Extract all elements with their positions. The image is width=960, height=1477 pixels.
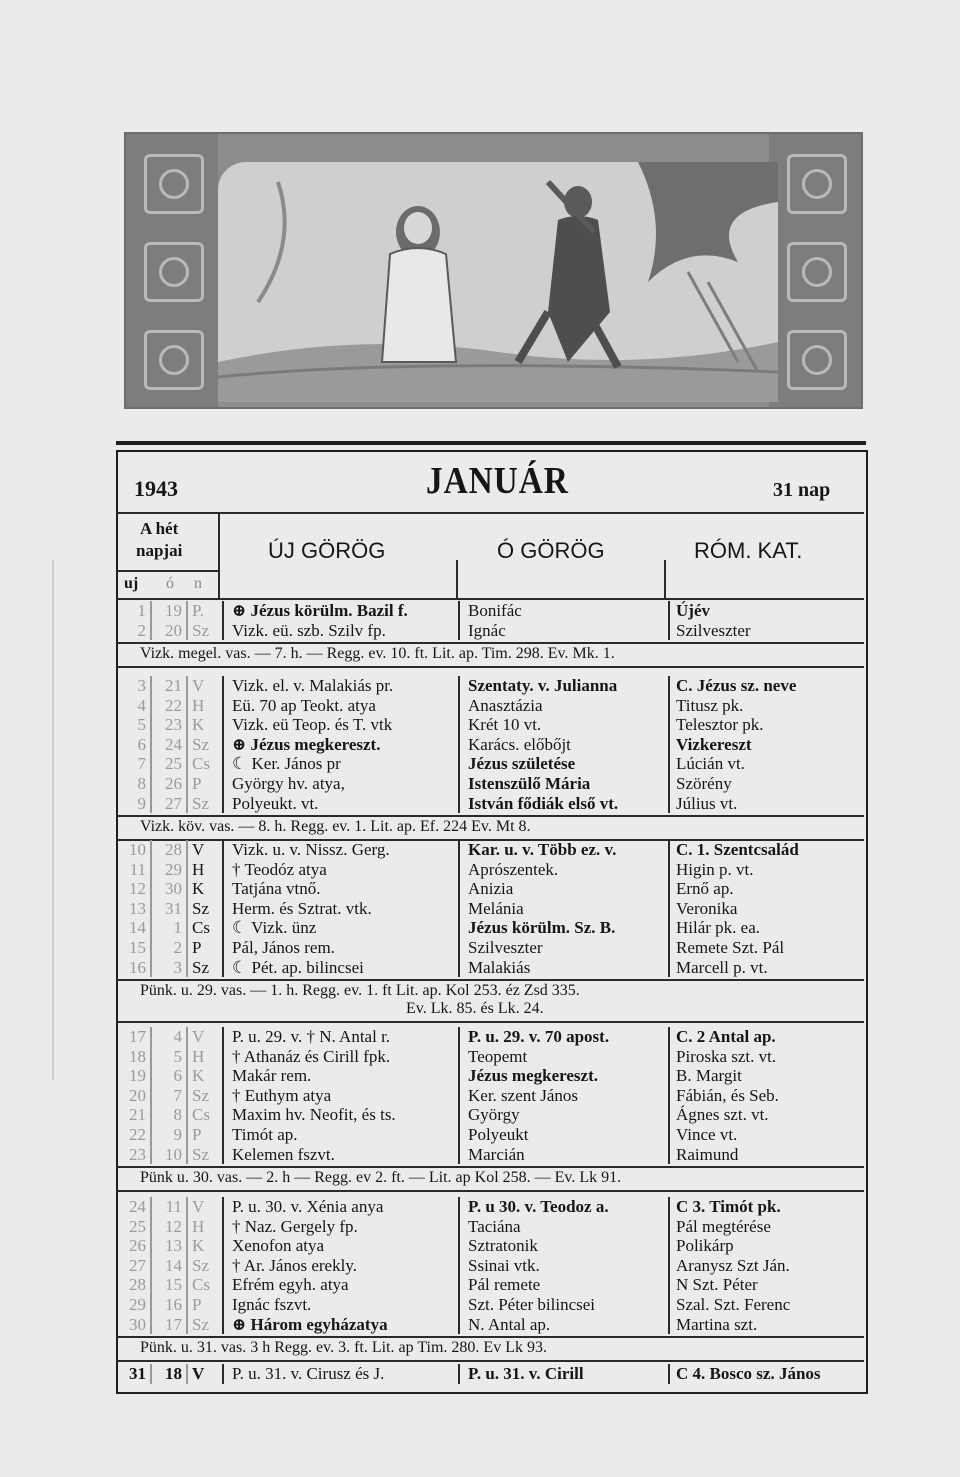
col-rule-day (186, 1027, 188, 1164)
month-title: JANUÁR (426, 460, 569, 502)
day-number-new: 6 (137, 734, 146, 754)
header-col-divider-2 (456, 560, 458, 600)
o-gorog-entry: Ssinai vtk. (468, 1255, 540, 1275)
day-number-old: 13 (165, 1236, 182, 1256)
o-gorog-entry: Szentaty. v. Julianna (468, 676, 618, 695)
header-divider (116, 512, 864, 514)
o-gorog-entry: Ker. szent János (468, 1085, 579, 1105)
rom-kat-entry: Lúcián vt. (676, 754, 745, 774)
weekday-letter: Sz (192, 957, 209, 977)
col-rule-og (458, 1027, 460, 1164)
weekday-letter: V (192, 676, 205, 695)
week-rule (116, 1166, 864, 1168)
day-number-old: 16 (165, 1295, 182, 1314)
weekday-letter: Sz (192, 1085, 209, 1105)
rom-kat-entry: Titusz pk. (676, 695, 744, 715)
header-illustration (124, 132, 863, 409)
week-rule (116, 1190, 864, 1192)
weekday-letter: P (192, 938, 202, 957)
col-rule-ug (222, 1197, 224, 1334)
col-rule-o (150, 676, 152, 813)
weekday-letter: Sz (192, 1255, 209, 1275)
day-number-new: 8 (137, 774, 146, 793)
o-gorog-entry: Szilveszter (468, 938, 543, 957)
day-number-old: 1 (173, 918, 182, 938)
day-number-old: 28 (165, 840, 182, 859)
weekday-letter: V (192, 1197, 205, 1216)
o-gorog-entry: Marcián (468, 1144, 525, 1164)
day-number-old: 6 (173, 1066, 182, 1086)
baptism-scene-drawing (218, 162, 778, 402)
day-number-new: 24 (129, 1197, 146, 1216)
rom-kat-entry: N Szt. Péter (676, 1275, 758, 1295)
day-number-old: 3 (173, 957, 182, 977)
uj-gorog-entry: ☾ Vizk. ünz (232, 918, 317, 938)
o-gorog-entry: Istenszülő Mária (468, 774, 591, 793)
o-gorog-entry: Pál remete (468, 1275, 541, 1295)
uj-gorog-entry: P. u. 31. v. Cirusz és J. (232, 1364, 385, 1383)
column-uj-gorog: ÚJ GÖRÖG (268, 538, 386, 563)
rom-kat-entry: Szilveszter (676, 620, 751, 640)
uj-gorog-entry: Xenofon atya (232, 1236, 325, 1256)
day-number-old: 14 (165, 1255, 182, 1275)
column-o-gorog: Ó GÖRÖG (497, 538, 605, 563)
o-gorog-entry: Szt. Péter bilincsei (468, 1295, 596, 1314)
weekday-letter: K (192, 1236, 205, 1256)
o-gorog-entry: Jézus születése (468, 754, 576, 774)
rom-kat-entry: Telesztor pk. (676, 715, 764, 735)
rom-kat-entry: Polikárp (676, 1236, 734, 1256)
day-number-old: 29 (165, 859, 182, 879)
weekday-letter: K (192, 879, 205, 899)
o-gorog-entry: Bonifác (468, 601, 522, 620)
day-number-old: 20 (165, 620, 182, 640)
week-rule (116, 815, 864, 817)
day-number-new: 16 (129, 957, 146, 977)
col-rule-rk (668, 840, 670, 977)
uj-gorog-entry: P. u. 30. v. Xénia anya (232, 1197, 384, 1216)
days-count: 31 nap (773, 479, 831, 501)
uj-gorog-entry: György hv. atya, (232, 774, 345, 793)
uj-gorog-entry: Herm. és Sztrat. vtk. (232, 898, 372, 918)
day-number-new: 29 (129, 1295, 146, 1314)
uj-gorog-entry: Polyeukt. vt. (232, 793, 319, 813)
day-number-old: 5 (173, 1046, 182, 1066)
rom-kat-entry: C. 1. Szentcsalád (676, 840, 799, 859)
rom-kat-entry: B. Margit (676, 1066, 742, 1086)
rom-kat-entry: Marcell p. vt. (676, 957, 768, 977)
week-liturgy-note: Pünk. u. 31. vas. 3 h Regg. ev. 3. ft. Lit. ap Tim. 280. Ev Lk 93. (140, 1339, 547, 1357)
header-col-divider-1 (218, 512, 220, 600)
uj-gorog-entry: † Ar. János erekly. (232, 1255, 357, 1275)
col-rule-rk (668, 1197, 670, 1334)
uj-gorog-entry: Vizk. el. v. Malakiás pr. (232, 676, 394, 695)
o-gorog-entry: Ignác (468, 620, 506, 640)
day-number-new: 9 (137, 793, 146, 813)
uj-gorog-entry: P. u. 29. v. † N. Antal r. (232, 1027, 391, 1046)
o-gorog-entry: Polyeukt (468, 1125, 529, 1144)
rom-kat-entry: C 3. Timót pk. (676, 1197, 781, 1216)
day-number-old: 30 (165, 879, 182, 899)
day-number-old: 19 (165, 601, 182, 620)
day-number-new: 31 (129, 1364, 146, 1383)
weekday-letter: Sz (192, 1314, 209, 1334)
weekday-letter: P (192, 774, 202, 793)
day-number-new: 20 (129, 1085, 146, 1105)
week-rule (116, 666, 864, 668)
day-number-new: 2 (137, 620, 146, 640)
col-rule-day (186, 840, 188, 977)
ornament-border-left (126, 134, 218, 407)
rom-kat-entry: Vizkereszt (676, 734, 752, 754)
weekday-letter: Sz (192, 1144, 209, 1164)
o-gorog-entry: Taciána (468, 1216, 521, 1236)
day-number-old: 7 (173, 1085, 182, 1105)
day-number-new: 5 (137, 715, 146, 735)
uj-gorog-entry: ⊕ Jézus körülm. Bazil f. (232, 601, 408, 620)
o-gorog-entry: P. u 30. v. Teodoz a. (468, 1197, 609, 1216)
sub-col-uj: uj (124, 575, 139, 592)
o-gorog-entry: N. Antal ap. (468, 1314, 551, 1334)
col-rule-ug (222, 601, 224, 640)
weekday-letter: K (192, 715, 205, 735)
week-liturgy-note-2: Ev. Lk. 85. és Lk. 24. (406, 1000, 544, 1018)
rom-kat-entry: Vince vt. (676, 1125, 738, 1144)
week-rule (116, 1360, 864, 1362)
week-rule (116, 1021, 864, 1023)
col-rule-ug (222, 676, 224, 813)
week-label-1: A hét (140, 519, 179, 538)
o-gorog-entry: Krét 10 vt. (468, 715, 542, 735)
uj-gorog-entry: † Athanáz és Cirill fpk. (232, 1046, 391, 1066)
ornament-border-right (769, 134, 861, 407)
o-gorog-entry: P. u. 29. v. 70 apost. (468, 1027, 610, 1046)
day-number-new: 14 (129, 918, 146, 938)
uj-gorog-entry: † Naz. Gergely fp. (232, 1216, 358, 1236)
o-gorog-entry: Melánia (468, 898, 524, 918)
week-rule (116, 979, 864, 981)
rom-kat-entry: Fábián, és Seb. (676, 1085, 779, 1105)
day-number-new: 21 (129, 1105, 146, 1125)
day-number-old: 23 (165, 715, 182, 735)
col-rule-o (150, 840, 152, 977)
uj-gorog-entry: ☾ Ker. János pr (232, 754, 341, 774)
col-rule-day (186, 601, 188, 640)
header-rule (116, 441, 866, 445)
o-gorog-entry: Jézus körülm. Sz. B. (468, 918, 616, 938)
day-number-old: 9 (173, 1125, 182, 1144)
col-rule-rk (668, 676, 670, 813)
day-number-old: 27 (165, 793, 182, 813)
day-number-new: 28 (129, 1275, 146, 1295)
uj-gorog-entry: † Euthym atya (232, 1085, 332, 1105)
day-number-old: 21 (165, 676, 182, 695)
col-rule-o (150, 1197, 152, 1334)
weekday-letter: Sz (192, 734, 209, 754)
day-number-old: 24 (165, 734, 182, 754)
rom-kat-entry: Ágnes szt. vt. (676, 1105, 769, 1125)
o-gorog-entry: Anizia (468, 879, 514, 899)
weekday-letter: Sz (192, 620, 209, 640)
col-rule-o (150, 1027, 152, 1164)
weekday-letter: H (192, 1046, 205, 1066)
uj-gorog-entry: Efrém egyh. atya (232, 1275, 349, 1295)
week-liturgy-note: Pünk u. 30. vas. — 2. h — Regg. ev 2. ft. — Lit. ap Kol 258. — Ev. Lk 91. (140, 1169, 622, 1187)
day-number-new: 22 (129, 1125, 146, 1144)
table-top-rule (116, 598, 864, 600)
day-number-new: 18 (129, 1046, 146, 1066)
day-number-old: 18 (165, 1364, 182, 1383)
day-number-new: 19 (129, 1066, 146, 1086)
weekday-letter: Cs (192, 918, 210, 938)
weekday-letter: V (192, 840, 205, 859)
rom-kat-entry: Hilár pk. ea. (676, 918, 761, 938)
o-gorog-entry: Aprószentek. (468, 859, 559, 879)
day-number-old: 10 (165, 1144, 182, 1164)
uj-gorog-entry: Kelemen fszvt. (232, 1144, 335, 1164)
rom-kat-entry: Július vt. (676, 793, 738, 813)
o-gorog-entry: Jézus megkereszt. (468, 1066, 598, 1086)
col-rule-ug (222, 1364, 224, 1384)
rom-kat-entry: Higin p. vt. (676, 859, 754, 879)
col-rule-o (150, 601, 152, 640)
rom-kat-entry: Raimund (676, 1144, 739, 1164)
week-label-2: napjai (136, 541, 183, 560)
day-number-new: 17 (129, 1027, 146, 1046)
day-number-old: 11 (165, 1197, 182, 1216)
day-number-new: 7 (137, 754, 146, 774)
week-liturgy-note: Vizk. megel. vas. — 7. h. — Regg. ev. 10. ft. Lit. ap. Tim. 298. Ev. Mk. 1. (140, 645, 615, 663)
weekday-letter: K (192, 1066, 205, 1086)
weekday-letter: Sz (192, 793, 209, 813)
day-number-old: 12 (165, 1216, 182, 1236)
day-number-old: 17 (165, 1314, 182, 1334)
weekday-letter: Cs (192, 1105, 210, 1125)
weekday-letter: P (192, 1125, 202, 1144)
col-rule-og (458, 601, 460, 640)
o-gorog-entry: Kar. u. v. Több ez. v. (468, 840, 617, 859)
uj-gorog-entry: ⊕ Jézus megkereszt. (232, 734, 381, 754)
rom-kat-entry: Remete Szt. Pál (676, 938, 785, 957)
day-number-old: 8 (173, 1105, 182, 1125)
rom-kat-entry: Szal. Szt. Ferenc (676, 1295, 791, 1314)
weekday-letter: V (192, 1364, 205, 1383)
margin-rule (52, 560, 54, 1080)
day-number-new: 26 (129, 1236, 146, 1256)
uj-gorog-entry: Vizk. u. v. Nissz. Gerg. (232, 840, 390, 859)
uj-gorog-entry: ⊕ Három egyházatya (232, 1314, 388, 1334)
o-gorog-entry: György (468, 1105, 520, 1125)
week-rule (116, 642, 864, 644)
col-rule-rk (668, 601, 670, 640)
rom-kat-entry: Martina szt. (676, 1314, 758, 1334)
day-number-new: 25 (129, 1216, 146, 1236)
day-number-old: 15 (165, 1275, 182, 1295)
weekday-letter: H (192, 695, 205, 715)
uj-gorog-entry: Eü. 70 ap Teokt. atya (232, 695, 376, 715)
o-gorog-entry: P. u. 31. v. Cirill (468, 1364, 584, 1383)
col-rule-o (150, 1364, 152, 1384)
weekday-letter: V (192, 1027, 205, 1046)
o-gorog-entry: Karács. előbőjt (468, 734, 571, 754)
o-gorog-entry: Malakiás (468, 957, 531, 977)
col-rule-day (186, 1197, 188, 1334)
year-label: 1943 (134, 476, 178, 501)
col-rule-og (458, 1364, 460, 1384)
day-number-new: 11 (129, 859, 146, 879)
rom-kat-entry: C. 2 Antal ap. (676, 1027, 776, 1046)
rom-kat-entry: C. Jézus sz. neve (676, 676, 797, 695)
day-number-new: 12 (129, 879, 146, 899)
rom-kat-entry: Aranysz Szt Ján. (676, 1255, 790, 1275)
day-number-old: 2 (173, 938, 182, 957)
weekday-letter: P. (192, 601, 204, 620)
uj-gorog-entry: Ignác fszvt. (232, 1295, 312, 1314)
uj-gorog-entry: Vizk. eü. szb. Szilv fp. (232, 620, 386, 640)
day-number-new: 3 (137, 676, 146, 695)
day-number-new: 23 (129, 1144, 146, 1164)
uj-gorog-entry: Makár rem. (232, 1066, 312, 1086)
col-rule-og (458, 1197, 460, 1334)
uj-gorog-entry: Tatjána vtnő. (232, 879, 321, 899)
col-rule-og (458, 840, 460, 977)
col-rule-ug (222, 1027, 224, 1164)
rom-kat-entry: Szörény (676, 774, 732, 793)
rom-kat-entry: Ernő ap. (676, 879, 734, 899)
day-number-new: 13 (129, 898, 146, 918)
rom-kat-entry: C 4. Bosco sz. János (676, 1364, 821, 1383)
weekday-letter: Sz (192, 898, 209, 918)
rom-kat-entry: Piroska szt. vt. (676, 1046, 777, 1066)
day-number-new: 15 (129, 938, 146, 957)
o-gorog-entry: Teopemt (468, 1046, 528, 1066)
col-rule-day (186, 676, 188, 813)
uj-gorog-entry: Maxim hv. Neofit, és ts. (232, 1105, 396, 1125)
day-number-old: 31 (165, 898, 182, 918)
col-rule-day (186, 1364, 188, 1384)
baptism-scene (218, 162, 778, 402)
o-gorog-entry: Sztratonik (468, 1236, 538, 1256)
o-gorog-entry: István fődiák első vt. (468, 793, 619, 813)
sub-col-o: ó (166, 575, 174, 592)
uj-gorog-entry: † Teodóz atya (232, 859, 327, 879)
o-gorog-entry: Anasztázia (468, 695, 543, 715)
sub-col-n: n (194, 575, 202, 592)
day-number-new: 4 (137, 695, 146, 715)
uj-gorog-entry: ☾ Pét. ap. bilincsei (232, 957, 364, 977)
col-rule-rk (668, 1027, 670, 1164)
weekday-letter: H (192, 859, 205, 879)
week-rule (116, 1336, 864, 1338)
day-number-new: 10 (129, 840, 146, 859)
weekday-letter: H (192, 1216, 205, 1236)
week-liturgy-note: Vizk. köv. vas. — 8. h. Regg. ev. 1. Lit. ap. Ef. 224 Ev. Mt 8. (140, 818, 531, 836)
header-col-divider-3 (664, 560, 666, 600)
col-rule-rk (668, 1364, 670, 1384)
rom-kat-entry: Pál megtérése (676, 1216, 771, 1236)
uj-gorog-entry: Timót ap. (232, 1125, 298, 1144)
day-number-old: 4 (173, 1027, 182, 1046)
uj-gorog-entry: Vizk. eü Teop. és T. vtk (232, 715, 393, 735)
weekday-letter: Cs (192, 1275, 210, 1295)
day-number-new: 27 (129, 1255, 146, 1275)
column-rom-kat: RÓM. KAT. (694, 538, 803, 563)
day-number-new: 30 (129, 1314, 146, 1334)
day-number-old: 22 (165, 695, 182, 715)
day-number-old: 26 (165, 774, 182, 793)
weekday-letter: Cs (192, 754, 210, 774)
sub-header-divider (116, 570, 220, 572)
uj-gorog-entry: Pál, János rem. (232, 938, 335, 957)
weekday-letter: P (192, 1295, 202, 1314)
week-liturgy-note: Pünk. u. 29. vas. — 1. h. Regg. ev. 1. ft Lit. ap. Kol 253. éz Zsd 335. (140, 982, 580, 1000)
col-rule-og (458, 676, 460, 813)
day-number-new: 1 (137, 601, 146, 620)
col-rule-ug (222, 840, 224, 977)
rom-kat-entry: Veronika (676, 898, 738, 918)
day-number-old: 25 (165, 754, 182, 774)
rom-kat-entry: Újév (676, 601, 710, 620)
